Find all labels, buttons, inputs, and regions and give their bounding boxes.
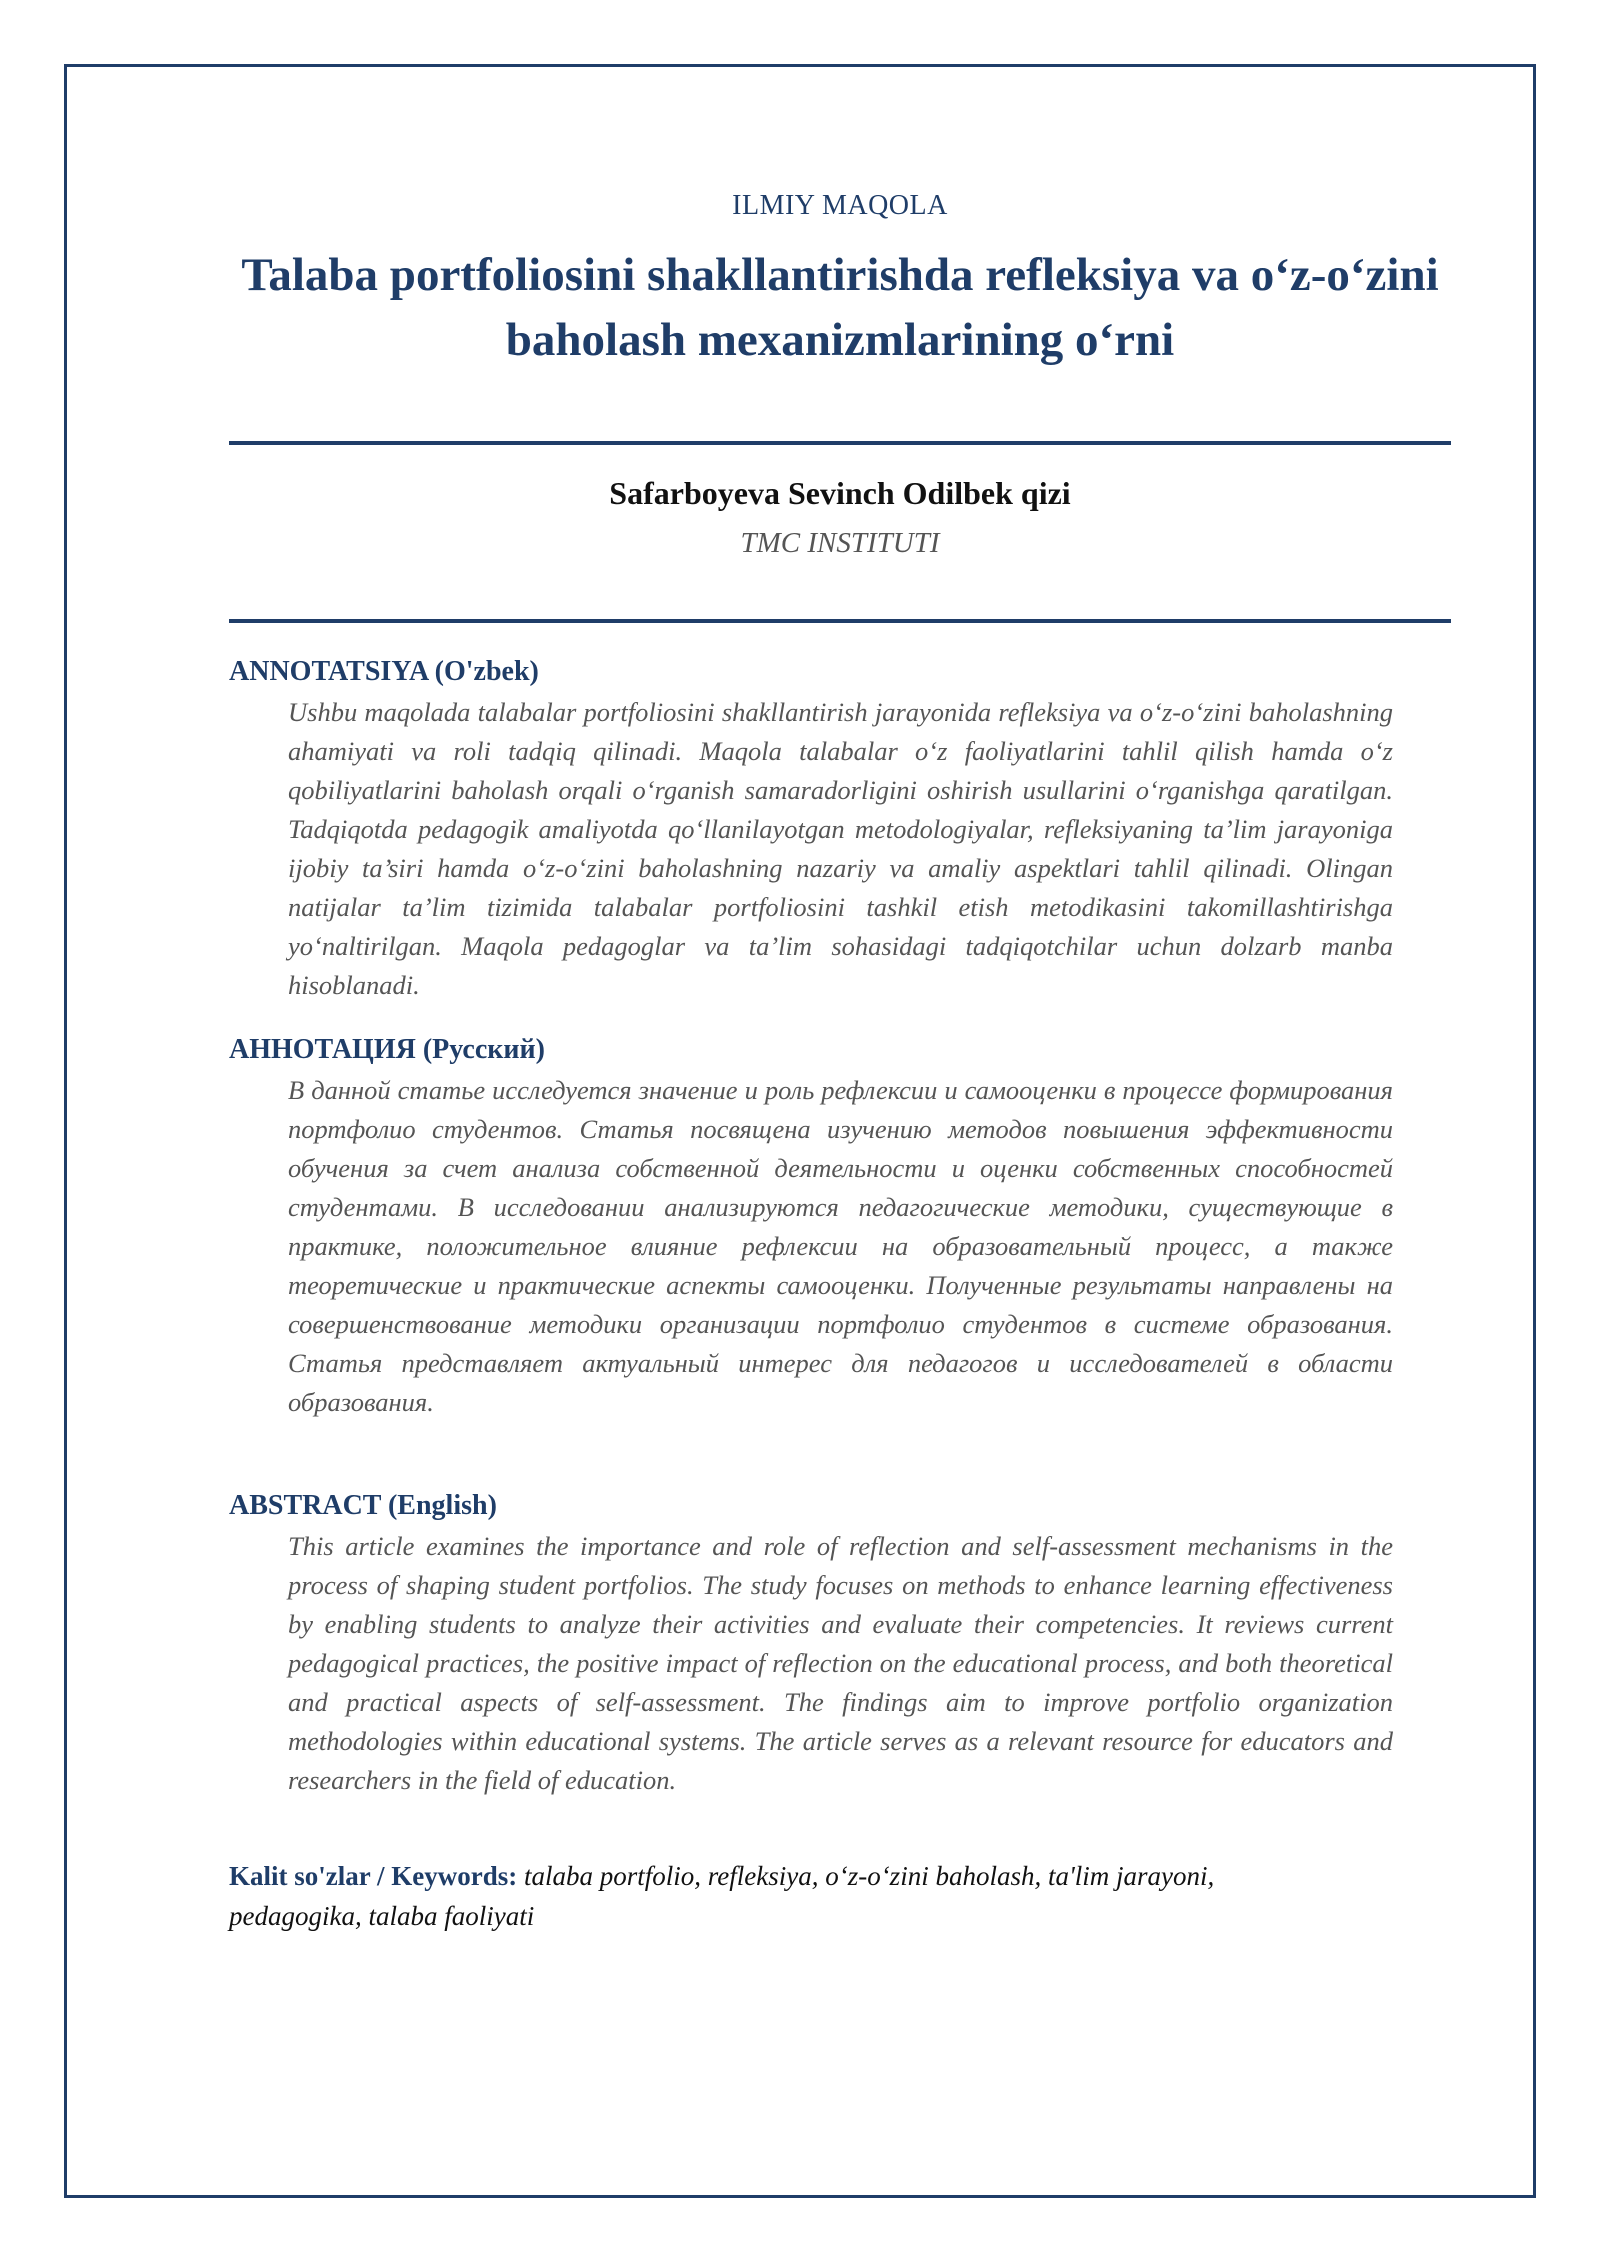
abstract-heading-uzbek: ANNOTATSIYA (O'zbek): [229, 656, 539, 687]
section-label: ILMIY MAQOLA: [732, 190, 948, 221]
abstract-text-russian: В данной статье исследуется значение и роль рефлексии и самооценки в процессе формирования портфолио студентов. Статья посвящена изучению методов повышения эффективности обучения за счет анализа собственной деятельности и оценки собственных способностей студентами. В исследовании анализируются педагогические методики, существующие в практике, положительное влияние рефлексии на образовательный процесс, а также теоретические и практические аспекты самооценки. Полученные результаты направлены на совершенствование методики организации портфолио студентов в системе образования. Статья представляет актуальный интерес для педагогов и исследователей в области образования.: [288, 1075, 1393, 1417]
author-divider: [229, 619, 1451, 623]
keywords-label: Kalit so'zlar / Keywords:: [229, 1861, 518, 1891]
title-divider: [229, 441, 1451, 445]
author-institution: TMC INSTITUTI: [740, 527, 940, 559]
keywords-block: [229, 1856, 1334, 1936]
keywords-text: talaba portfolio, refleksiya, o‘z-o‘zini baholash, ta'lim jarayoni, pedagogika, talaba faoliyati: [229, 1861, 1215, 1931]
abstract-text-english: This article examines the importance and role of reflection and self-assessment mechanisms in the process of shaping student portfolios. The study focuses on methods to enhance learning effectiveness by enabling students to analyze their activities and evaluate their competencies. It reviews current pedagogical practices, the positive impact of reflection on the educational process, and both theoretical and practical aspects of self-assessment. The findings aim to improve portfolio organization methodologies within educational systems. The article serves as a relevant resource for educators and researchers in the field of education.: [288, 1531, 1393, 1795]
abstract-text-uzbek: Ushbu maqolada talabalar portfoliosini shakllantirish jarayonida refleksiya va o‘z-o‘zini baholashning ahamiyati va roli tadqiq qilinadi. Maqola talabalar o‘z faoliyatlarini tahlil qilish hamda o‘z qobiliyatlarini baholash orqali o‘rganish samaradorligini oshirish usullarini o‘rganishga qaratilgan. Tadqiqotda pedagogik amaliyotda qo‘llanilayotgan metodologiyalar, refleksiyaning ta’lim jarayoniga ijobiy ta’siri hamda o‘z-o‘zini baholashning nazariy va amaliy aspektlari tahlil qilinadi. Olingan natijalar ta’lim tizimida talabalar portfoliosini tashkil etish metodikasini takomillashtirishga yo‘naltirilgan. Maqola pedagoglar va ta’lim sohasidagi tadqiqotchilar uchun dolzarb manba hisoblanadi.: [288, 697, 1393, 1000]
abstract-heading-russian: АННОТАЦИЯ (Русский): [229, 1034, 545, 1065]
abstract-heading-english: ABSTRACT (English): [229, 1490, 497, 1521]
article-title: Talaba portfoliosini shakllantirishda refleksiya va o‘z-o‘zini baholash mexanizmlarining o‘rni: [241, 249, 1439, 366]
author-name: Safarboyeva Sevinch Odilbek qizi: [609, 475, 1071, 511]
